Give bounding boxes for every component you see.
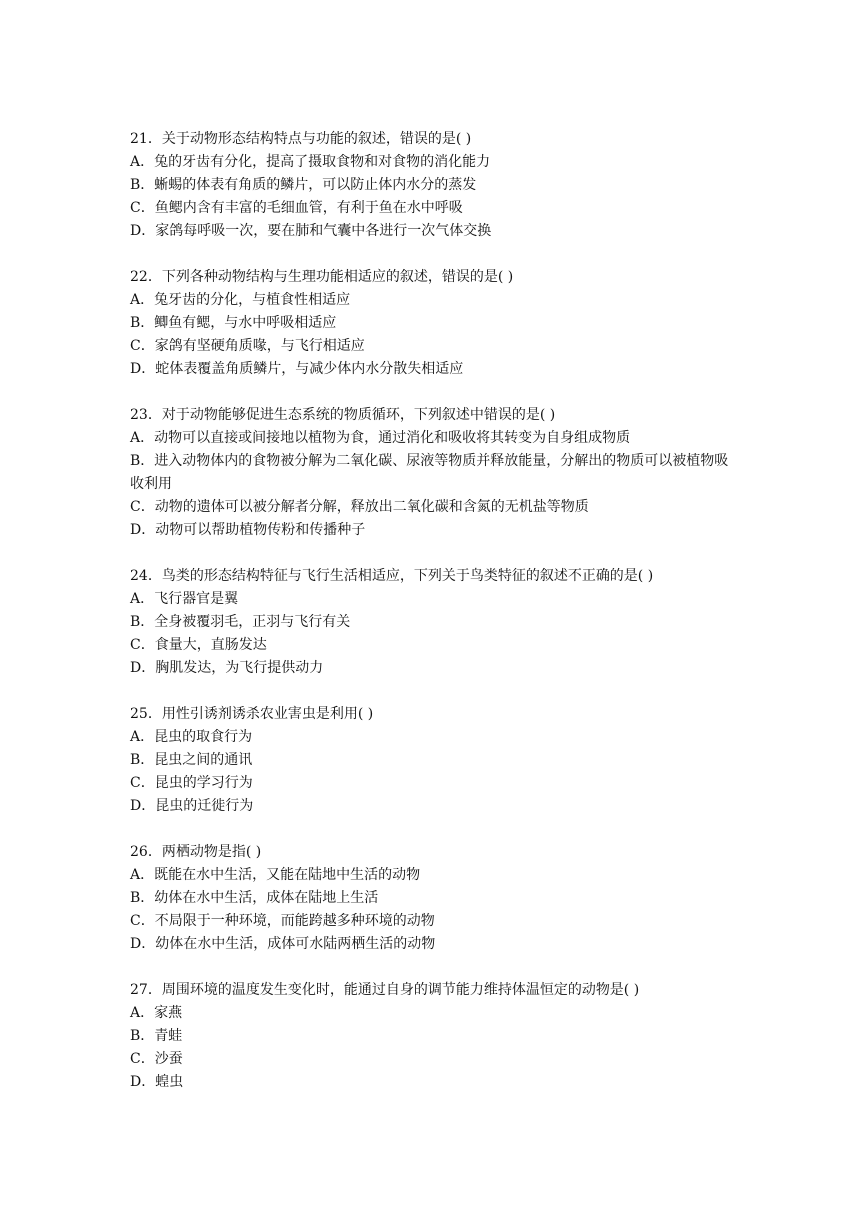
question-27 bbox=[130, 979, 740, 1094]
question-stem: 21．关于动物形态结构特点与功能的叙述，错误的是( ) bbox=[130, 131, 472, 147]
option-a: A．既能在水中生活，又能在陆地中生活的动物 bbox=[130, 867, 421, 883]
question-26 bbox=[130, 841, 740, 956]
option-b: B．昆虫之间的通讯 bbox=[130, 752, 253, 768]
option-d: D．蛇体表覆盖角质鳞片，与减少体内水分散失相适应 bbox=[130, 361, 464, 377]
option-c: C．鱼鳃内含有丰富的毛细血管，有利于鱼在水中呼吸 bbox=[130, 200, 463, 216]
option-c: C．动物的遗体可以被分解者分解，释放出二氧化碳和含氮的无机盐等物质 bbox=[130, 499, 589, 515]
question-23 bbox=[130, 404, 740, 542]
option-d: D．动物可以帮助植物传粉和传播种子 bbox=[130, 522, 366, 538]
option-a: A．家燕 bbox=[130, 1005, 183, 1021]
question-stem: 24．鸟类的形态结构特征与飞行生活相适应，下列关于鸟类特征的叙述不正确的是( ) bbox=[130, 568, 654, 584]
option-b: B．青蛙 bbox=[130, 1028, 183, 1044]
option-b: B．幼体在水中生活，成体在陆地上生活 bbox=[130, 890, 379, 906]
question-stem: 22．下列各种动物结构与生理功能相适应的叙述，错误的是( ) bbox=[130, 269, 514, 285]
question-stem: 25．用性引诱剂诱杀农业害虫是利用( ) bbox=[130, 706, 374, 722]
option-c: C．沙蚕 bbox=[130, 1051, 183, 1067]
option-c: C．不局限于一种环境，而能跨越多种环境的动物 bbox=[130, 913, 435, 929]
option-c: C．昆虫的学习行为 bbox=[130, 775, 253, 791]
option-a: A．动物可以直接或间接地以植物为食，通过消化和吸收将其转变为自身组成物质 bbox=[130, 430, 631, 446]
question-stem: 27．周围环境的温度发生变化时，能通过自身的调节能力维持体温恒定的动物是( ) bbox=[130, 982, 640, 998]
question-stem: 26．两栖动物是指( ) bbox=[130, 844, 262, 860]
option-a: A．兔牙齿的分化，与植食性相适应 bbox=[130, 292, 351, 308]
question-sheet bbox=[130, 128, 740, 1117]
option-d: D．蝗虫 bbox=[130, 1074, 184, 1090]
question-22 bbox=[130, 266, 740, 381]
question-24 bbox=[130, 565, 740, 680]
option-b: B．全身被覆羽毛，正羽与飞行有关 bbox=[130, 614, 351, 630]
option-c: C．家鸽有坚硬角质喙，与飞行相适应 bbox=[130, 338, 365, 354]
option-d: D．昆虫的迁徙行为 bbox=[130, 798, 254, 814]
option-a: A．飞行器官是翼 bbox=[130, 591, 239, 607]
option-d: D．幼体在水中生活，成体可水陆两栖生活的动物 bbox=[130, 936, 436, 952]
option-d: D．胸肌发达，为飞行提供动力 bbox=[130, 660, 324, 676]
question-stem: 23．对于动物能够促进生态系统的物质循环，下列叙述中错误的是( ) bbox=[130, 407, 556, 423]
option-b: B．蜥蜴的体表有角质的鳞片，可以防止体内水分的蒸发 bbox=[130, 177, 477, 193]
option-b: B．进入动物体内的食物被分解为二氧化碳、尿液等物质并释放能量，分解出的物质可以被植物吸收利用 bbox=[130, 453, 729, 492]
option-b: B．鲫鱼有鳃，与水中呼吸相适应 bbox=[130, 315, 337, 331]
option-a: A．昆虫的取食行为 bbox=[130, 729, 253, 745]
question-21 bbox=[130, 128, 740, 243]
question-25 bbox=[130, 703, 740, 818]
option-a: A．兔的牙齿有分化，提高了摄取食物和对食物的消化能力 bbox=[130, 154, 491, 170]
option-c: C．食量大，直肠发达 bbox=[130, 637, 267, 653]
option-d: D．家鸽每呼吸一次，要在肺和气囊中各进行一次气体交换 bbox=[130, 223, 492, 239]
